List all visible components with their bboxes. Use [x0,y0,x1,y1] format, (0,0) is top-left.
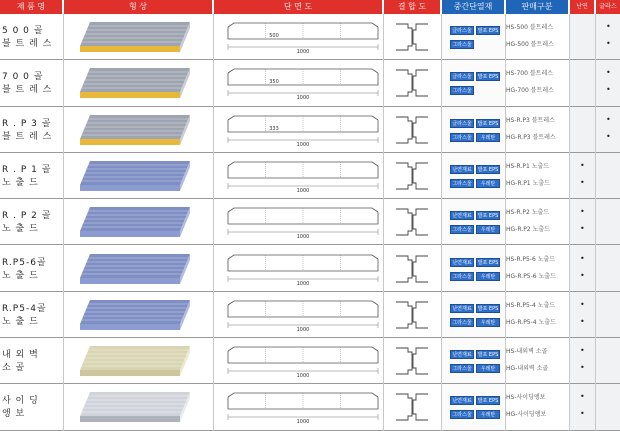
column-divider [595,14,596,431]
core-material-badge: 발포 EPS [477,28,499,34]
panel-image [80,159,190,193]
joint-drawing [392,157,432,195]
column-divider [383,14,384,431]
dimension-label: 1000 [296,187,310,194]
panel-image [80,252,190,286]
core-material-badge: 우레탄 [476,179,500,188]
availability-dot: • [580,160,585,170]
core-material-badge: 난연재료 [450,258,474,267]
core-material-badge: 발포 EPS [477,398,499,405]
sales-type-label: HS-R.P1 노출드 [506,162,550,170]
joint-left [396,256,412,282]
product-row [0,199,620,245]
joint-left [396,302,412,328]
product-row [0,60,620,106]
product-name-line1: 7 0 0 골 [2,72,44,83]
product-name-line2: 블 트 레 스 [2,131,53,142]
core-material-badge: 우레탄 [476,133,500,142]
panel-core [80,370,180,376]
core-material-badge: 우레탄 [476,318,500,327]
product-name-line1: 내 외 벽 [2,350,39,361]
header-product-name: 제 품 명 [0,0,62,14]
panel-image [80,298,190,332]
joint-drawing [392,111,432,149]
product-name [2,349,64,375]
joint-right [413,163,428,189]
product-name [2,395,64,421]
availability-dot: • [580,299,585,309]
sales-type-label: HG-700 블트레스 [506,87,554,95]
sales-type-label: HG-R.P2 노출드 [506,226,550,234]
dimension-label: 1000 [296,280,310,287]
header-flame-retardant: 난연 [570,0,594,14]
product-name-line2: 노 출 드 [2,177,39,188]
sales-type-label: HG-R.P5-4 노출드 [506,318,556,326]
core-material-badge: 그라스울 [450,410,474,419]
sales-type-label: HG-내외벽 소골 [506,365,549,373]
sales-type-label: HS-R.P2 노출드 [506,209,550,217]
product-name-line1: 사 이 딩 [2,396,39,407]
availability-dot: • [580,409,585,419]
panel-core [80,185,180,191]
column-divider [441,14,442,431]
availability-dot: • [606,39,611,48]
product-name-line2: 앵 보 [2,409,26,420]
joint-left [396,24,412,50]
core-material-badge: 발포 EPS [477,120,499,127]
panel-core [80,46,180,52]
availability-dot: • [606,68,611,78]
sales-type-label: HG-500 블트레스 [506,41,554,48]
cross-section-drawing [224,297,382,333]
panel-image [80,113,190,147]
panel-core [80,278,180,284]
product-name-line1: 5 0 0 골 [2,26,44,36]
dimension-label: 500 [269,33,279,39]
core-material-badge: 그라스울 [450,272,474,281]
cross-section-drawing [224,65,382,101]
header-sales-type: 판매구분 [506,0,568,14]
header-glass-wool: 글라스 [596,0,620,14]
dimension-label: 1000 [296,49,310,55]
product-name-line2: 노 출 드 [2,224,39,235]
panel-image [80,205,190,239]
product-name-line1: R . P 3 골 [2,118,52,129]
sales-type-label: HS-R.P5-6 노출드 [506,255,556,263]
joint-drawing [392,342,432,380]
column-divider [213,14,214,431]
core-material-badge: 글라스울 [450,26,474,35]
dimension-label: 1000 [296,419,310,426]
core-material-badge: 그라스울 [450,364,474,373]
column-divider [505,14,506,431]
availability-dot: • [580,177,585,187]
sales-type-label: HS-700 블트레스 [506,70,554,78]
availability-dot: • [580,392,585,402]
joint-drawing [392,250,432,288]
cross-section-drawing [224,112,382,148]
availability-dot: • [580,253,585,263]
dimension-label: 1000 [296,326,310,333]
joint-right [413,302,428,328]
core-material-badge: 난연재료 [450,350,474,359]
joint-right [413,256,428,282]
joint-left [396,163,412,189]
core-material-badge: 발포 EPS [477,213,499,220]
joint-drawing [392,64,432,102]
panel-image [80,66,190,100]
core-material-badge: 그라스울 [450,86,474,95]
core-material-badge: 발포 EPS [477,166,499,173]
sales-type-label: HS-사이딩앵보 [506,394,546,402]
core-material-badge: 그라스울 [450,179,474,188]
joint-right [413,117,428,143]
product-name [2,164,64,190]
dimension-label: 1000 [296,141,310,148]
product-name-line1: R.P5-4골 [2,303,47,314]
sales-type-label: HS-R.P5-4 노출드 [506,301,556,309]
panel-core [80,92,180,98]
product-name-line1: R . P 2 골 [2,211,52,222]
product-row [0,153,620,199]
core-material-badge: 그라스울 [450,318,474,327]
sales-type-label: HG-R.P3 블트레스 [506,133,556,141]
availability-dot: • [580,316,585,326]
sales-type-label: HS-내외벽 소골 [506,348,548,356]
cross-section-drawing [224,19,382,55]
header-shape: 형 상 [64,0,212,14]
joint-left [396,348,412,374]
header-joint: 결 합 도 [384,0,440,14]
sales-type-label: HG-R.P1 노출드 [506,179,550,187]
product-row [0,292,620,338]
dimension-label: 350 [269,79,279,86]
joint-drawing [392,296,432,334]
product-name-line2: 노 출 드 [2,270,39,281]
product-row [0,384,620,430]
header-core: 중간단열재 [442,0,504,14]
core-material-badge: 난연재료 [450,304,474,313]
dimension-label: 1000 [296,234,310,241]
joint-drawing [392,388,432,426]
cross-section-drawing [224,389,382,425]
product-row [0,14,620,60]
core-material-badge: 우레탄 [476,272,500,281]
joint-left [396,394,412,420]
availability-dot: • [580,363,585,373]
core-material-badge: 그라스울 [450,225,474,234]
panel-image [80,344,190,378]
core-material-badge: 발포 EPS [477,74,499,81]
product-name [2,71,64,97]
product-row [0,107,620,153]
joint-right [413,24,428,50]
panel-core [80,416,180,422]
joint-right [413,394,428,420]
sales-type-label: HG-R.P5-6 노출드 [506,272,556,280]
availability-dot: • [606,131,611,141]
panel-image [80,20,190,54]
product-name-line2: 노 출 드 [2,316,39,327]
product-name [2,303,64,329]
joint-left [396,70,412,96]
dimension-label: 333 [269,125,279,132]
cross-section-drawing [224,204,382,240]
core-material-badge: 발포 EPS [477,305,499,312]
cross-section-drawing [224,251,382,287]
availability-dot: • [580,224,585,234]
panel-core [80,139,180,145]
joint-right [413,209,428,235]
availability-dot: • [606,114,611,124]
header-section: 단 면 도 [214,0,382,14]
sales-type-label: HS-500 블트레스 [506,24,554,31]
product-name [2,210,64,236]
joint-right [413,70,428,96]
sales-type-label: HS-R.P3 블트레스 [506,116,555,124]
dimension-label: 1000 [296,373,310,380]
core-material-badge: 글라스울 [450,72,474,81]
product-name [2,118,64,144]
core-material-badge: 우레탄 [476,410,500,419]
product-name [2,257,64,283]
dimension-label: 1000 [296,95,310,102]
core-material-badge: 난연재료 [450,211,474,220]
joint-left [396,117,412,143]
joint-right [413,348,428,374]
joint-drawing [392,18,432,56]
cross-section-drawing [224,158,382,194]
product-name-line1: R . P 1 골 [2,164,52,175]
joint-drawing [392,203,432,241]
availability-dot: • [606,85,611,95]
availability-dot: • [580,346,585,356]
product-name-line2: 소 골 [2,363,26,374]
joint-left [396,209,412,235]
product-row [0,246,620,292]
core-material-badge: 난연재료 [450,396,474,405]
panel-core [80,231,180,237]
sales-type-label: HG-사이딩앵보 [506,411,547,419]
core-material-badge: 발포 EPS [477,352,499,359]
availability-dot: • [580,270,585,280]
cross-section-drawing [224,343,382,379]
product-name-line2: 블 트 레 스 [2,85,53,96]
product-name-line2: 블 트 레 스 [2,39,53,49]
core-material-badge: 그라스울 [450,40,474,49]
availability-dot: • [606,22,611,31]
product-name [2,25,64,51]
availability-dot: • [580,207,585,217]
core-material-badge: 그라스울 [450,133,474,142]
core-material-badge: 난연재료 [450,165,474,174]
column-divider [569,14,570,431]
column-divider [63,14,64,431]
panel-core [80,324,180,330]
product-name-line1: R.P5-6골 [2,257,47,268]
core-material-badge: 발포 EPS [477,259,499,266]
product-row [0,338,620,384]
core-material-badge: 글라스울 [450,119,474,128]
core-material-badge: 우레탄 [476,364,500,373]
panel-image [80,390,190,424]
core-material-badge: 우레탄 [476,225,500,234]
